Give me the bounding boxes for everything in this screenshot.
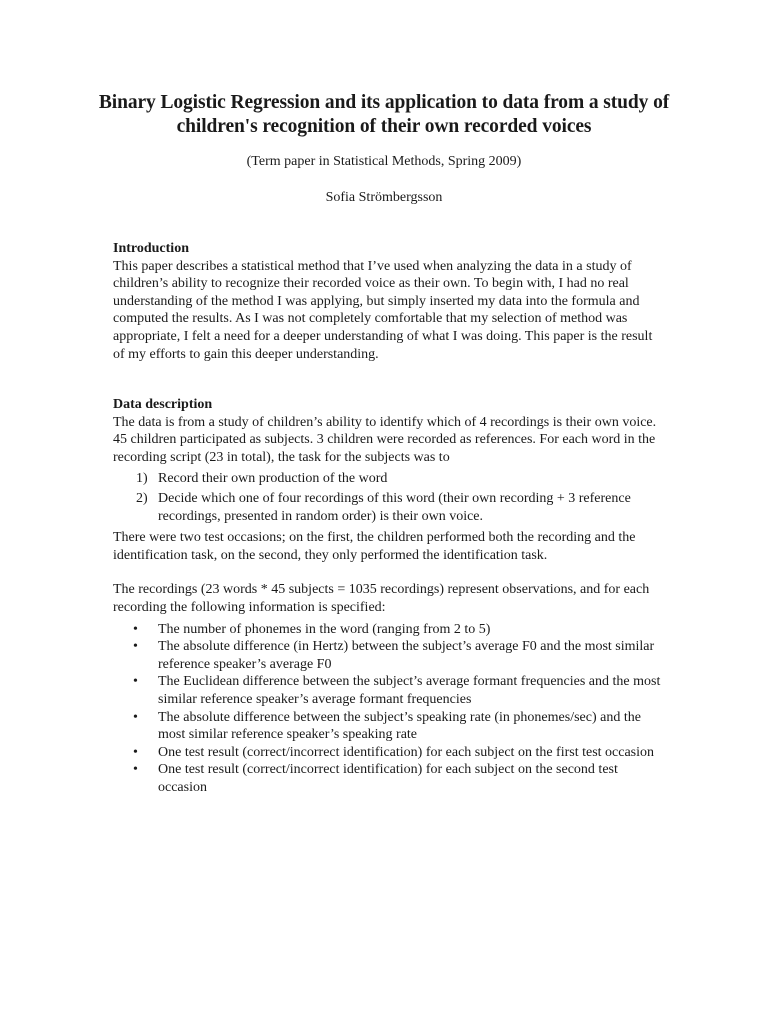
list-item-text: Decide which one of four recordings of this word (their own recording + 3 reference recordings, presented in random order) is their own voice. — [158, 490, 631, 524]
list-item — [113, 470, 661, 488]
list-item — [113, 744, 661, 762]
list-item — [113, 709, 661, 744]
introduction-heading: Introduction — [113, 241, 189, 256]
list-item-text: Record their own production of the word — [158, 471, 388, 487]
introduction-body: This paper describes a statistical method that I’ve used when analyzing the data in a study of children’s ability to recognize their recorded voice as their own. To begin with, I had no real understanding of the method I was applying, but simply inserted my data into the formula and computed the results. As I was not completely comfortable that my selection of method was appropriate, I felt a need for a deeper understanding of what I was doing. This paper is the result of my efforts to gain this deeper understanding. — [113, 258, 653, 362]
data-description-intro: The data is from a study of children’s ability to identify which of 4 recordings is their own voice. 45 children participated as subjects. 3 children were recorded as references. For each word in the recording script (23 in total), the task for the subjects was to — [113, 414, 657, 465]
paper-author: Sofia Strömbergsson — [325, 190, 443, 205]
list-item-number: 1) — [136, 471, 148, 487]
bullet-icon: • — [133, 744, 138, 760]
bullet-icon: • — [133, 639, 138, 655]
test-occasions-paragraph: There were two test occasions; on the first, the children performed both the recording and the identification task, on the second, they only performed the identification task. — [113, 530, 636, 563]
list-item-number: 2) — [136, 490, 148, 506]
list-item — [113, 638, 661, 673]
data-description-section — [113, 396, 661, 796]
paper-title: Binary Logistic Regression and its application to data from a study of children's recognition of their own recorded voices — [98, 92, 670, 137]
list-item — [113, 761, 661, 796]
recordings-paragraph: The recordings (23 words * 45 subjects = 1035 recordings) represent observations, and for each recording the following information is specified: — [113, 582, 650, 615]
list-item — [113, 490, 661, 525]
list-item-text: The absolute difference (in Hertz) between the subject’s average F0 and the most similar reference speaker’s average F0 — [158, 639, 655, 672]
paper-subtitle: (Term paper in Statistical Methods, Spring 2009) — [246, 154, 522, 169]
bullet-icon: • — [133, 709, 138, 725]
bullet-icon: • — [133, 674, 138, 690]
recording-info-list — [113, 621, 661, 797]
list-item-text: The Euclidean difference between the subject’s average formant frequencies and the most similar reference speaker’s average formant frequencies — [158, 674, 661, 707]
list-item — [113, 621, 661, 639]
list-item-text: One test result (correct/incorrect identification) for each subject on the first test occasion — [158, 744, 655, 760]
bullet-icon: • — [133, 621, 138, 637]
list-item-text: The absolute difference between the subject’s speaking rate (in phonemes/sec) and the most similar reference speaker’s speaking rate — [158, 709, 641, 743]
data-description-heading: Data description — [113, 397, 213, 412]
introduction-section — [113, 240, 661, 363]
list-item-text: One test result (correct/incorrect identification) for each subject on the second test occasion — [158, 762, 618, 795]
task-steps-list — [113, 470, 661, 525]
list-item-text: The number of phonemes in the word (ranging from 2 to 5) — [158, 621, 491, 637]
bullet-icon: • — [133, 762, 138, 778]
list-item — [113, 673, 661, 708]
